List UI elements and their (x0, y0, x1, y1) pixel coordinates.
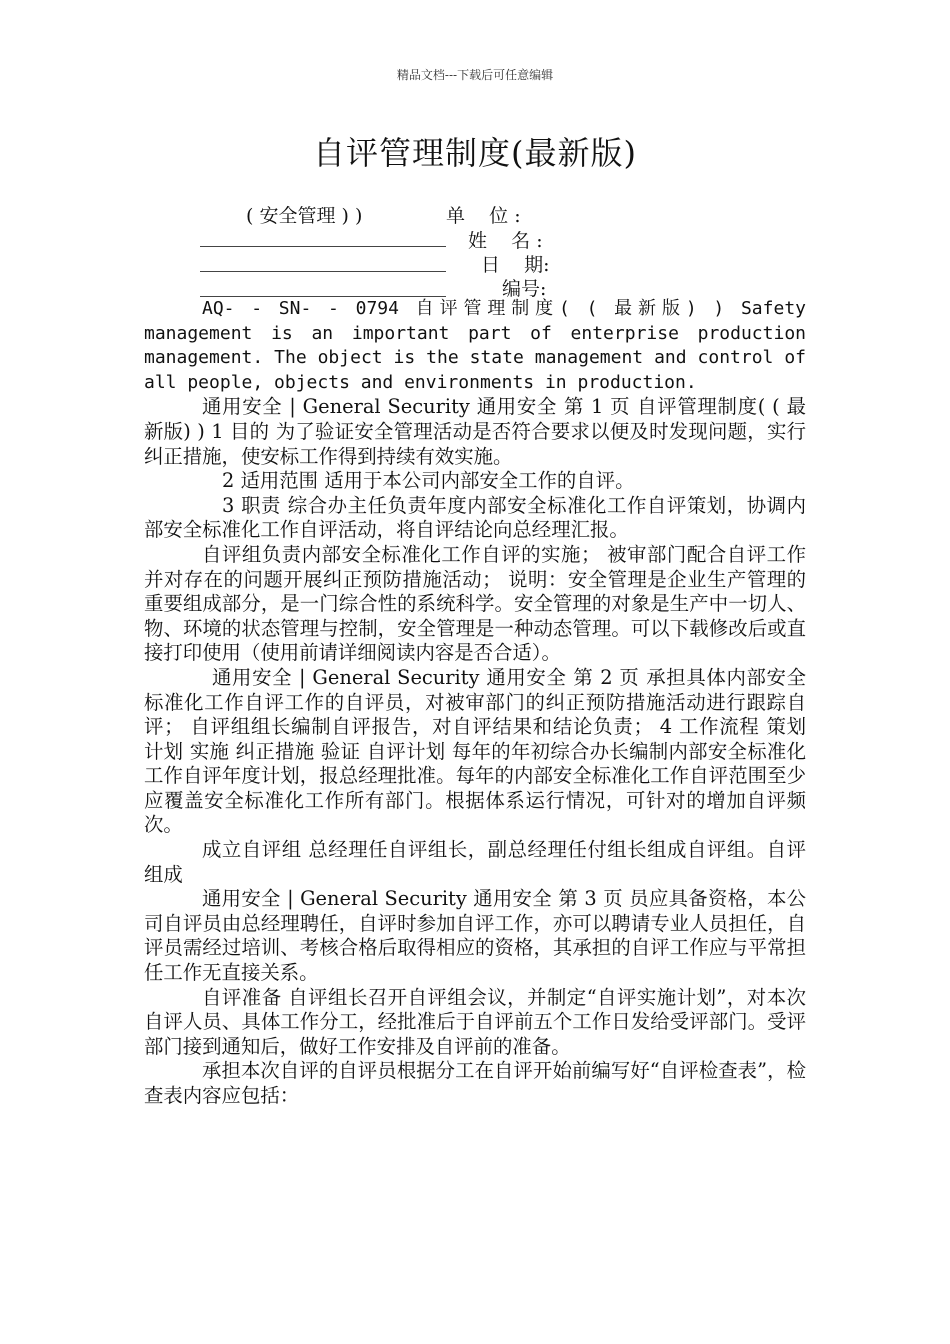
paragraph-intro: AQ- - SN- - 0794 自评管理制度( ( 最新版) ) Safety management is an important part of enterprise production management. The object is the state management and control of all people, objects and environments in production. (144, 298, 806, 393)
name-label: 姓 名 : (468, 230, 543, 252)
paragraph-2: 2 适用范围 适用于本公司内部安全工作的自评。 (222, 469, 635, 493)
document-body (144, 297, 806, 1109)
date-blank (200, 271, 446, 272)
paragraph-7: 通用安全 | General Security 通用安全 第 3 页 员应具备资格，本公司自评员由总经理聘任，自评时参加自评工作，亦可以聘请专业人员担任，自评员需经过培训、考核合格后取得相应的资格，其承担的自评工作应与平常担任工作无直接关系。 (144, 887, 806, 985)
paragraph-4: 自评组负责内部安全标准化工作自评的实施； 被审部门配合自评工作并对存在的问题开展纠正预防措施活动； 说明：安全管理是企业生产管理的重要组成部分，是一门综合性的系统科学。安全管理的对象是生产中一切人、物、环境的状态管理与控制，安全管理是一种动态管理。可以下载修改后或直接打印使用（使用前请详细阅读内容是否合适）。 (144, 542, 806, 665)
paragraph-3: 3 职责 综合办主任负责年度内部安全标准化工作自评策划，协调内部安全标准化工作自评活动，将自评结论向总经理汇报。 (144, 493, 806, 542)
paragraph-1: 通用安全 | General Security 通用安全 第 1 页 自评管理制度( ( 最新版) ) 1 目的 为了验证安全管理活动是否符合要求以便及时发现问题，实行纠正措施，使安标工作得到持续有效实施。 (144, 395, 806, 468)
document-title: 自评管理制度(最新版) (313, 134, 637, 172)
paragraph-5: 通用安全 | General Security 通用安全 第 2 页 承担具体内部安全标准化工作自评工作的自评员，对被审部门的纠正预防措施活动进行跟踪自评； 自评组组长编制自评报告，对自评结果和结论负责； 4 工作流程 策划 计划 实施 纠正措施 验证 自评计划 每年的年初综合办长编制内部安全标准化工作自评年度计划，报总经理批准。每年的内部安全标准化工作自评范围至少应覆盖安全标准化工作所有部门。根据体系运行情况，可针对的增加自评频次。 (144, 665, 806, 837)
paragraph-8: 自评准备 自评组长召开自评组会议，并制定“自评实施计划”，对本次自评人员、具体工作分工，经批准后于自评前五个工作日发给受评部门。受评部门接到通知后，做好工作安排及自评前的准备。 (144, 985, 806, 1058)
category-label: ( 安全管理 ) ) (246, 205, 363, 227)
code-label: 编号: (502, 278, 547, 300)
paragraph-6: 成立自评组 总经理任自评组长，副总经理任付组长组成自评组。自评组成 (144, 838, 806, 886)
header-note: 精品文档---下载后可任意编辑 (396, 68, 554, 82)
name-blank (200, 246, 446, 247)
paragraph-9: 承担本次自评的自评员根据分工在自评开始前编写好“自评检查表”，检查表内容应包括： (144, 1059, 806, 1107)
unit-label: 单 位 : (446, 205, 521, 227)
date-label: 日 期: (481, 254, 550, 276)
